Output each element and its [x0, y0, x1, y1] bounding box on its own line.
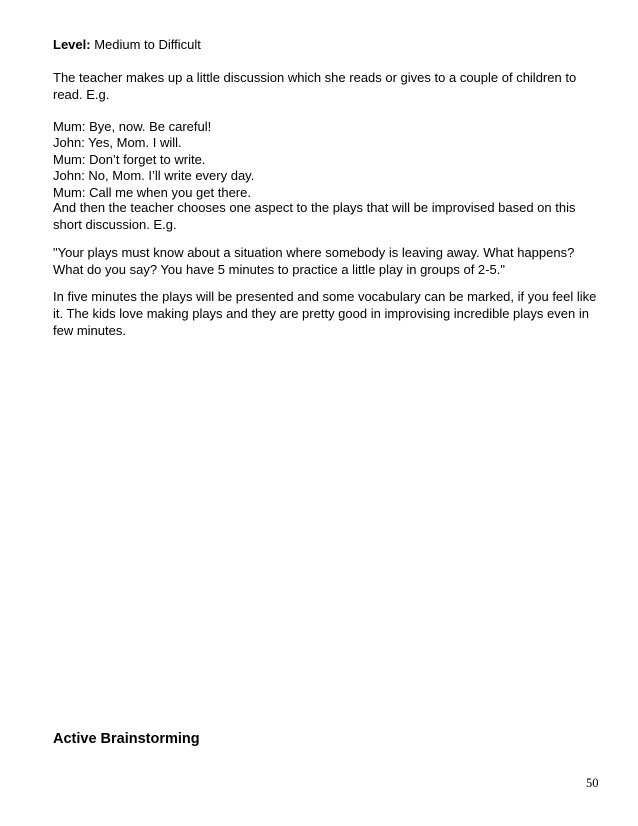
page-number: 50 [586, 776, 599, 790]
dialogue-line: John: No, Mom. I’ll write every day. [53, 168, 255, 184]
quote-paragraph: "Your plays must know about a situation where somebody is leaving away. What happens? What do you say? You have 5 minutes to practice a little play in groups of 2-5." [53, 245, 575, 277]
then-paragraph: And then the teacher chooses one aspect to the plays that will be improvised based on this short discussion. E.g. [53, 200, 576, 232]
section-heading: Active Brainstorming [53, 731, 200, 747]
dialogue-line: Mum: Don’t forget to write. [53, 151, 206, 167]
outro-paragraph: In five minutes the plays will be presented and some vocabulary can be marked, if you feel like it. The kids love making plays and they are pretty good in improvising incredible plays even in few minutes. [53, 289, 597, 338]
level-value: Medium to Difficult [94, 37, 201, 52]
level-line [53, 36, 598, 53]
intro-paragraph: The teacher makes up a little discussion which she reads or gives to a couple of children to read. E.g. [53, 70, 577, 102]
level-label: Level: [53, 37, 91, 52]
dialogue-line: John: Yes, Mom. I will. [53, 135, 182, 151]
dialogue-line: Mum: Bye, now. Be careful! [53, 119, 212, 134]
dialogue-block [53, 119, 598, 201]
dialogue-line: Mum: Call me when you get there. [53, 184, 251, 200]
